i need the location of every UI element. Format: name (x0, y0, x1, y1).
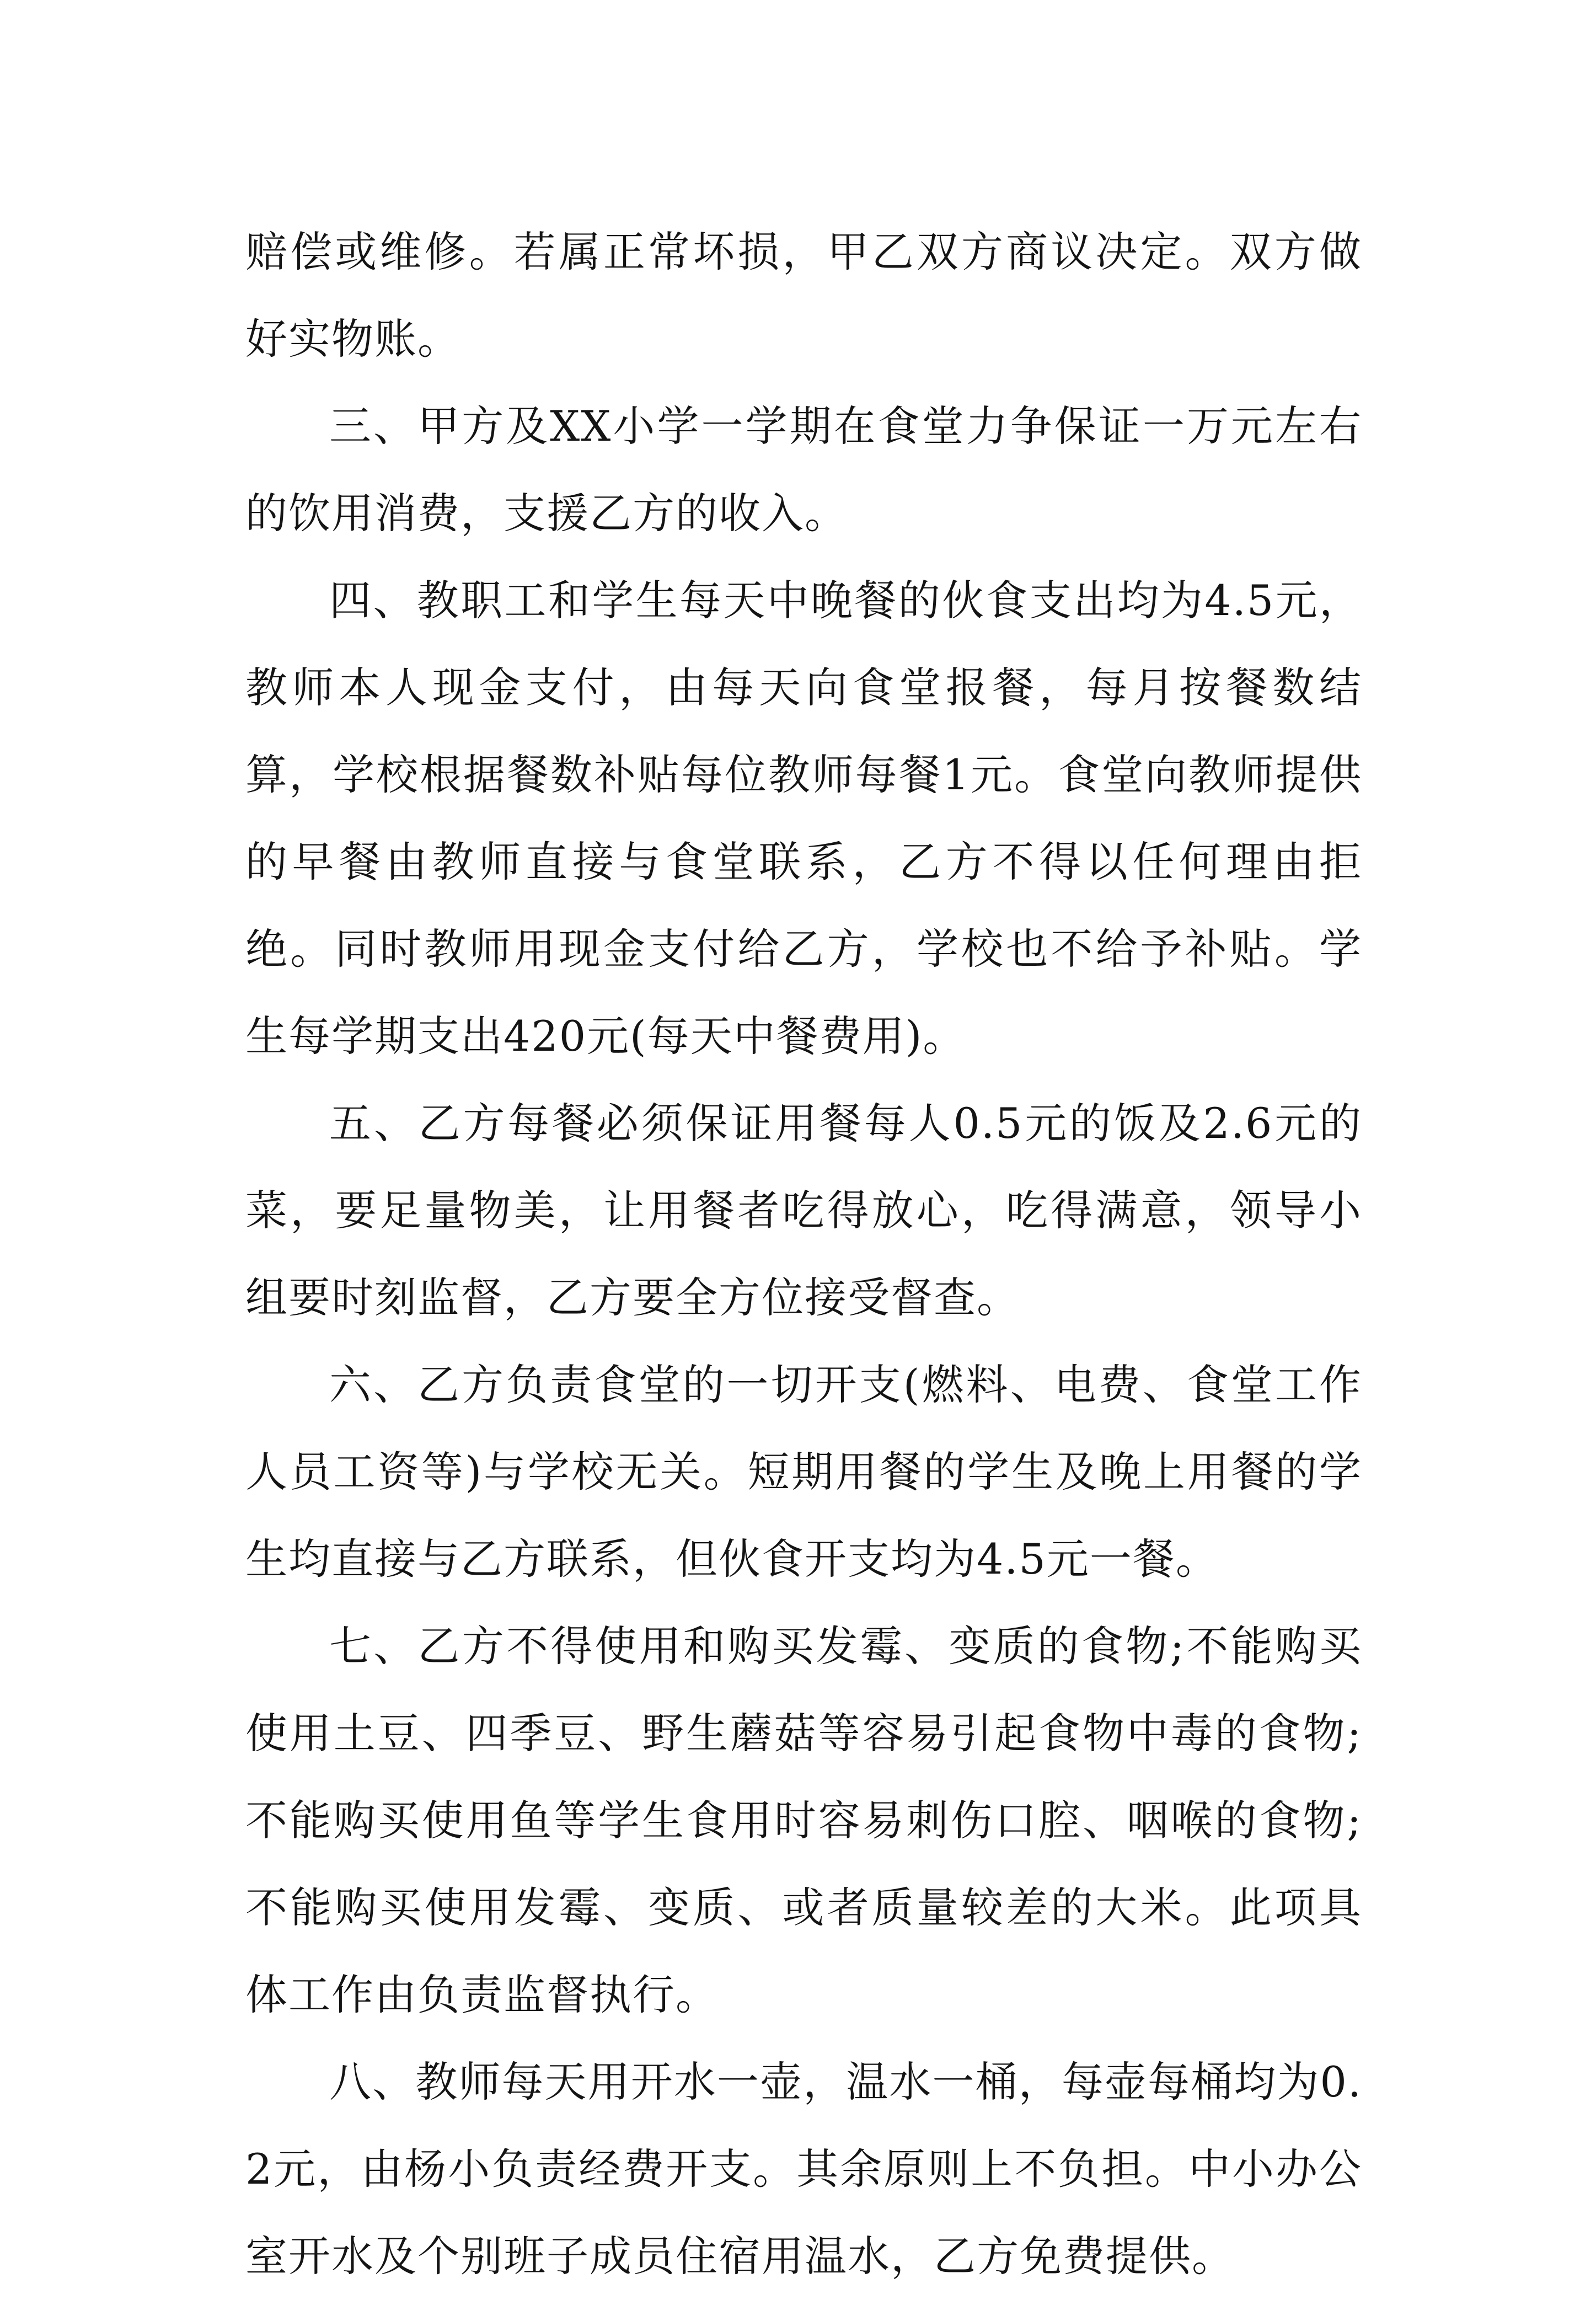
paragraph-clause-5: 五、乙方每餐必须保证用餐每人0.5元的饭及2.6元的菜，要足量物美，让用餐者吃得放心，吃得满意，领导小组要时刻监督，乙方要全方位接受督查。 (245, 1099, 1362, 1322)
paragraph-clause-8: 八、教师每天用开水一壶，温水一桶，每壶每桶均为0.2元，由杨小负责经费开支。其余原则上不负担。中小办公室开水及个别班子成员住宿用温水，乙方免费提供。 (245, 2057, 1362, 2281)
paragraph-continuation: 赔偿或维修。若属正常坏损，甲乙双方商议决定。双方做好实物账。 (245, 227, 1362, 363)
paragraph-clause-4: 四、教职工和学生每天中晚餐的伙食支出均为4.5元，教师本人现金支付，由每天向食堂报餐，每月按餐数结算，学校根据餐数补贴每位教师每餐1元。食堂向教师提供的早餐由教师直接与食堂联系，乙方不得以任何理由拒绝。同时教师用现金支付给乙方，学校也不给予补贴。学生每学期支出420元(每天中餐费用)。 (245, 576, 1362, 1061)
paragraph-clause-6: 六、乙方负责食堂的一切开支(燃料、电费、食堂工作人员工资等)与学校无关。短期用餐的学生及晚上用餐的学生均直接与乙方联系，但伙食开支均为4.5元一餐。 (245, 1360, 1362, 1584)
paragraph-clause-3: 三、甲方及XX小学一学期在食堂力争保证一万元左右的饮用消费，支援乙方的收入。 (245, 402, 1362, 538)
paragraph-clause-7: 七、乙方不得使用和购买发霉、变质的食物;不能购买使用土豆、四季豆、野生蘑菇等容易引起食物中毒的食物;不能购买使用鱼等学生食用时容易刺伤口腔、咽喉的食物;不能购买使用发霉、变质、或者质量较差的大米。此项具体工作由负责监督执行。 (245, 1622, 1362, 2019)
document-body (245, 208, 1362, 2300)
